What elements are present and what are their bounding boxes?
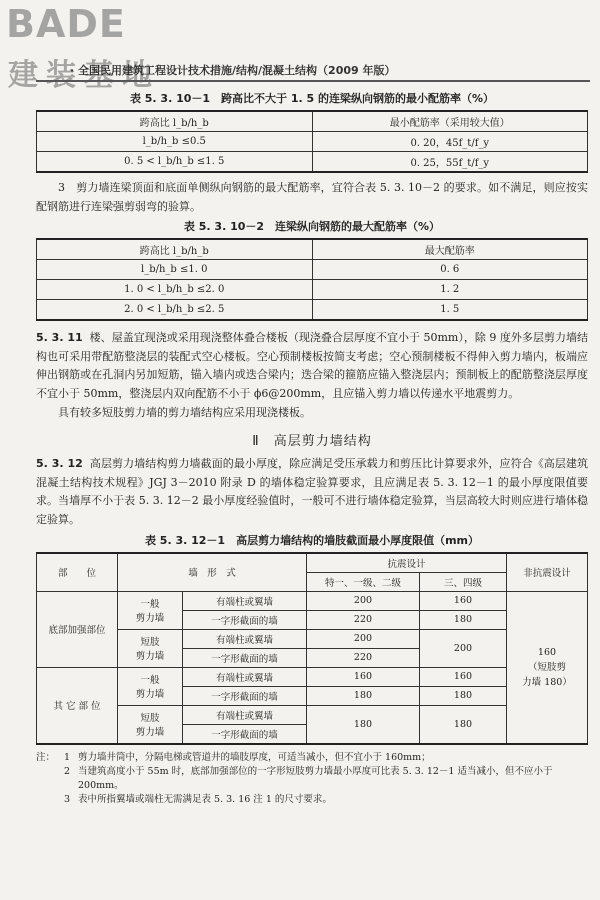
table3-caption: 表 5. 3. 12－1 高层剪力墙结构的墙肢截面最小厚度限值（mm） [144,533,480,547]
section-number: 5. 3. 12 [36,457,83,471]
table3-form-flat: 一字形截面的墙 [183,648,307,667]
table-row [37,300,588,321]
table3-wall-general: 一般 剪力墙 [118,667,183,705]
table3-form-col: 有端柱或翼墙 [183,667,307,686]
note-item [36,793,588,807]
table-5-3-10-1 [36,110,588,173]
paragraph-item-3: 3 剪力墙连梁顶面和底面单侧纵向钢筋的最大配筋率，宜符合表 5. 3. 10－2 的要求。如不满足，则应按实配钢筋进行连梁强剪弱弯的验算。 [36,181,588,213]
table-row [37,132,588,152]
table-row [37,152,588,173]
table3-cell: 160 [307,667,420,686]
table3-cell: 180 [307,705,420,744]
table-row [37,667,588,686]
note-number: 1 [64,751,71,763]
note-text: 当建筑高度小于 55m 时，底部加强部位的一字形短肢剪力墙最小厚度可比表 5. 3. 12－1 适当减小，但不应小于 200mm。 [78,765,553,791]
table-row [37,260,588,280]
table3-part-bottom: 底部加强部位 [37,591,118,667]
table3-form-flat: 一字形截面的墙 [183,610,307,629]
section-heading-high-rise: Ⅱ 高层剪力墙结构 [252,434,372,450]
table3-header-seismic: 抗震设计 [307,553,507,573]
table-row [37,591,588,610]
table1-header-ratio: 跨高比 l_b/h_b [37,111,313,132]
table3-notes [36,751,588,807]
table3-cell: 180 [420,610,507,629]
table2-cell: 2. 0 < l_b/h_b ≤2. 5 [37,300,313,321]
table3-cell: 220 [307,648,420,667]
table3-wall-short: 短肢 剪力墙 [118,705,183,744]
table3-wall-general: 一般 剪力墙 [118,591,183,629]
running-header: · 全国民用建筑工程设计技术措施/结构/混凝土结构（2009 年版） [70,64,396,77]
table1-header-min-rate: 最小配筋率（采用较大值） [312,111,588,132]
table3-form-flat: 一字形截面的墙 [183,724,307,744]
table2-cell: 1. 2 [312,280,588,300]
section-5-3-11 [36,329,588,403]
notes-label: 注： [36,751,56,763]
watermark-logo: BADE [6,2,126,46]
table3-cell: 160 [420,591,507,610]
table3-cell: 200 [307,591,420,610]
table2-header-max-rate: 最大配筋率 [312,239,588,260]
table3-header-grade2: 三、四级 [420,572,507,591]
section-text: 高层剪力墙结构剪力墙截面的最小厚度，除应满足受压承载力和剪压比计算要求外，应符合《高层建筑混凝土结构技术规程》JGJ 3－2010 附录 D 的墙体稳定验算要求，且应满足表 5. 3. 12－1 的最小厚度限值要求。当墙厚不小于表 5. 3. 12－2 最小厚度经验值时，一般可不进行墙体稳定验算，当层高较大时则应进行墙体稳定验算。 [36,457,588,526]
header-rule [36,80,590,82]
table3-cell: 200 [307,629,420,648]
note-number: 3 [64,793,71,805]
table3-form-flat: 一字形截面的墙 [183,686,307,705]
table2-cell: 1. 0 < l_b/h_b ≤2. 0 [37,280,313,300]
table3-header-nonseismic: 非抗震设计 [507,553,588,592]
section-number: 5. 3. 11 [36,331,83,345]
table2-header-ratio: 跨高比 l_b/h_b [37,239,313,260]
note-text: 表中所指翼墙或端柱无需满足表 5. 3. 16 注 1 的尺寸要求。 [78,793,332,805]
table3-cell: 200 [420,629,507,667]
table-5-3-12-1 [36,552,588,745]
table2-cell: 0. 6 [312,260,588,280]
table1-cell: l_b/h_b ≤0.5 [37,132,313,152]
table2-caption: 表 5. 3. 10－2 连梁纵向钢筋的最大配筋率（%） [183,220,441,234]
note-item [36,751,588,765]
table3-header-grade1: 特一、一级、二级 [307,572,420,591]
table3-form-col: 有端柱或翼墙 [183,705,307,724]
table1-cell: 0. 20，45f_t/f_y [312,132,588,152]
table2-cell: 1. 5 [312,300,588,321]
table3-cell: 220 [307,610,420,629]
table2-cell: l_b/h_b ≤1. 0 [37,260,313,280]
table-5-3-10-2 [36,238,588,321]
section-5-3-11-extra: 具有较多短肢剪力墙的剪力墙结构应采用现浇楼板。 [58,405,311,419]
table3-cell: 180 [307,686,420,705]
table-row [37,280,588,300]
table3-header-part: 部 位 [37,553,118,592]
section-text: 楼、屋盖宜现浇或采用现浇整体叠合楼板（现浇叠合层厚度不宜小于 50mm），除 9 度外多层剪力墙结构也可采用带配筋整浇层的装配式空心楼板。空心预制楼板按简支考虑；空心预制楼板不得伸入剪力墙内，板端应伸出钢筋或在孔洞内另加短筋，锚入墙内或迭合梁内；迭合梁的箍筋应锚入整浇层内；预制板上的配筋整浇层厚度不宜小于 50mm，整浇层内双向配筋不小于 ϕ6@200mm，且应锚入剪力墙以传递水平地震剪力。 [36,331,588,400]
table-row [37,705,588,724]
table3-part-other: 其 它 部 位 [37,667,118,744]
table3-form-col: 有端柱或翼墙 [183,591,307,610]
table3-form-col: 有端柱或翼墙 [183,629,307,648]
note-number: 2 [64,765,71,777]
table3-wall-short: 短肢 剪力墙 [118,629,183,667]
table-row [37,629,588,648]
table3-cell: 160 [420,667,507,686]
table1-cell: 0. 5 < l_b/h_b ≤1. 5 [37,152,313,173]
table3-cell: 180 [420,686,507,705]
page-body [36,86,588,807]
table3-nonseismic-value: 160 （短肢剪 力墙 180） [507,591,588,744]
watermark-subtitle: 建装基地 [8,58,160,93]
table1-caption: 表 5. 3. 10－1 跨高比不大于 1. 5 的连梁纵向钢筋的最小配筋率（%） [129,92,495,105]
note-text: 剪力墙井筒中，分隔电梯或管道井的墙肢厚度，可适当减小，但不宜小于 160mm； [78,751,431,763]
table3-cell: 180 [420,705,507,744]
note-item [36,765,588,793]
table1-cell: 0. 25，55f_t/f_y [312,152,588,173]
section-5-3-12 [36,455,588,529]
table3-header-type: 墙 形 式 [118,553,307,592]
